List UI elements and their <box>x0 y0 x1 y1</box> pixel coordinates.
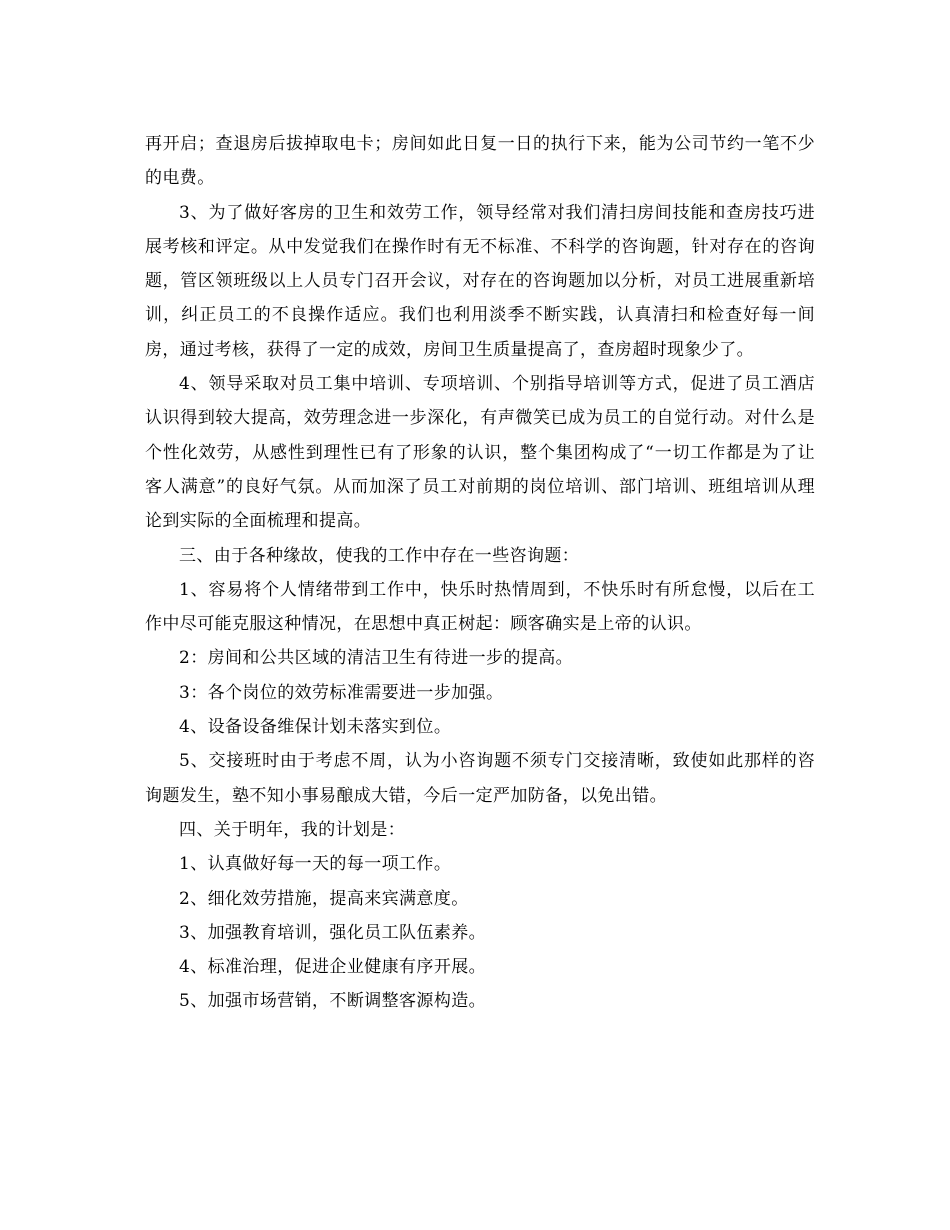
paragraph-continuation: 再开启；查退房后拔掉取电卡；房间如此日复一日的执行下来，能为公司节约一笔不少的电费。 <box>145 134 815 189</box>
document-body <box>145 127 815 1019</box>
plan-item-5: 5、加强市场营销，不断调整客源构造。 <box>179 991 487 1012</box>
plan-item-1: 1、认真做好每一天的每一项工作。 <box>179 854 452 875</box>
paragraph-item-4: 4、领导采取对员工集中培训、专项培训、个别指导培训等方式，促进了员工酒店认识得到较大提高，效劳理念进一步深化，有声微笑已成为员工的自觉行动。对什么是个性化效劳，从感性到理性已有了形象的认识，整个集团构成了“一切工作都是为了让客人满意”的良好气氛。从而加深了员工对前期的岗位培训、部门培训、班组培训从理论到实际的全面梳理和提高。 <box>145 374 815 532</box>
paragraph-item-3: 3、为了做好客房的卫生和效劳工作，领导经常对我们清扫房间技能和查房技巧进展考核和评定。从中发觉我们在操作时有无不标准、不科学的咨询题，针对存在的咨询题，管区领班级以上人员专门召开会议，对存在的咨询题加以分析，对员工进展重新培训，纠正员工的不良操作适应。我们也利用淡季不断实践，认真清扫和检查好每一间房，通过考核，获得了一定的成效，房间卫生质量提高了，查房超时现象少了。 <box>145 202 815 360</box>
problem-item-4: 4、设备设备维保计划未落实到位。 <box>179 717 452 738</box>
plan-item-3: 3、加强教育培训，强化员工队伍素养。 <box>179 922 487 943</box>
section-heading-problems: 三、由于各种缘故，使我的工作中存在一些咨询题： <box>179 545 580 566</box>
section-heading-plan: 四、关于明年，我的计划是： <box>179 819 406 840</box>
problem-item-5: 5、交接班时由于考虑不周，认为小咨询题不须专门交接清晰，致使如此那样的咨询题发生，塾不知小事易酿成大错，今后一定严加防备，以免出错。 <box>145 751 815 806</box>
problem-item-3: 3：各个岗位的效劳标准需要进一步加强。 <box>179 682 504 703</box>
plan-item-2: 2、细化效劳措施，提高来宾满意度。 <box>179 888 469 909</box>
plan-item-4: 4、标准治理，促进企业健康有序开展。 <box>179 957 487 978</box>
problem-item-2: 2：房间和公共区域的清洁卫生有待进一步的提高。 <box>179 648 574 669</box>
problem-item-1: 1、容易将个人情绪带到工作中，快乐时热情周到，不快乐时有所怠慢，以后在工作中尽可能克服这种情况，在思想中真正树起：顾客确实是上帝的认识。 <box>145 579 815 635</box>
